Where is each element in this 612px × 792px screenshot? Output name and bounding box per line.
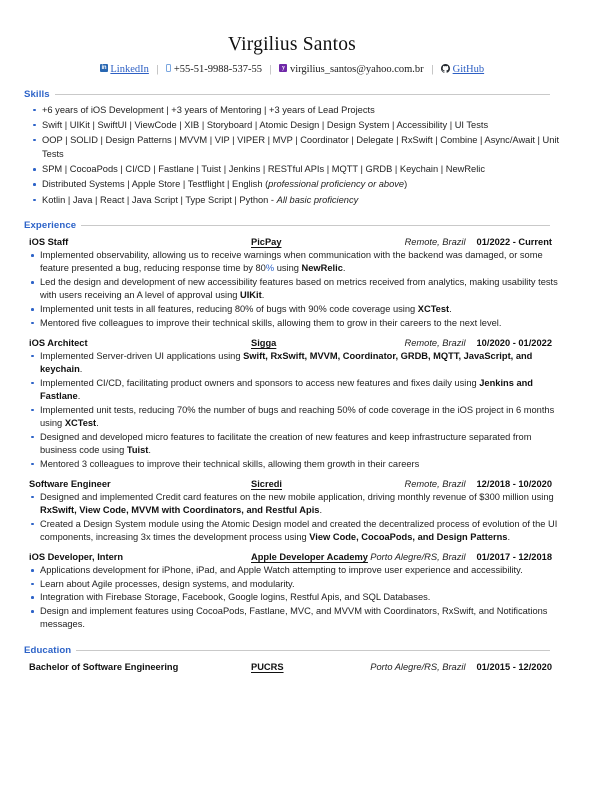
entry-bullet: Learn about Agile processes, design systems, and modularity. <box>24 578 560 591</box>
section-rule <box>55 94 550 95</box>
entry-bullet: Designed and developed micro features to facilitate the creation of new features and keep infrastructure separated from business code using Tuist. <box>24 431 560 457</box>
email-label: virgilius_santos@yahoo.com.br <box>289 63 424 75</box>
contact-email <box>279 64 423 76</box>
skill-item: Swift | UIKit | SwiftUI | ViewCode | XIB | Storyboard | Atomic Design | Design System | Accessibility | UI Tests <box>24 118 560 133</box>
contact-separator-2: | <box>269 63 272 76</box>
contact-separator-1: | <box>156 63 159 76</box>
entry-location: Remote, Brazil <box>404 237 466 248</box>
section-skills-title: Skills <box>24 88 50 100</box>
entry-company-link[interactable]: Sicredi <box>251 478 283 489</box>
experience-entry <box>24 237 560 330</box>
section-education-title: Education <box>24 644 72 656</box>
entry-location: Porto Alegre/RS, Brazil <box>370 552 466 563</box>
entry-company-link[interactable]: Sigga <box>251 337 277 348</box>
contact-linkedin[interactable] <box>100 64 149 76</box>
section-experience-title: Experience <box>24 220 77 232</box>
entry-header-row <box>24 237 560 247</box>
entry-company-link[interactable]: Apple Developer Academy <box>251 552 368 563</box>
entry-bullet: Mentored 3 colleagues to improve their technical skills, allowing them growth in their careers <box>24 458 560 471</box>
entry-job-title: Software Engineer <box>29 478 111 489</box>
contact-line <box>24 63 560 75</box>
entry-job-title: iOS Staff <box>29 237 69 248</box>
entry-job-title: iOS Developer, Intern <box>29 552 124 563</box>
entry-location: Remote, Brazil <box>404 337 466 348</box>
entry-header-row <box>24 662 560 672</box>
experience-entry <box>24 479 560 544</box>
entry-bullet: Mentored five colleagues to improve their technical skills, allowing them to grow in their careers to the next level. <box>24 317 560 330</box>
entry-header-row <box>24 479 560 489</box>
entry-bullet: Design and implement features using CocoaPods, Fastlane, MVC, and MVVM with Coordinators, RxSwift, and Notifications messages. <box>24 605 560 631</box>
entry-job-title: Bachelor of Software Engineering <box>29 661 179 672</box>
phone-label: +55-51-9988-537-55 <box>173 63 262 75</box>
contact-phone <box>166 64 262 76</box>
section-rule <box>76 650 550 651</box>
entry-bullet-list <box>24 350 560 471</box>
entry-bullet: Implemented unit tests in all features, reducing 80% of bugs with 90% code coverage using XCTest. <box>24 303 560 316</box>
skills-list <box>24 103 560 208</box>
education-entries <box>24 662 560 672</box>
skill-item: SPM | CocoaPods | CI/CD | Fastlane | Tuist | Jenkins | RESTful APIs | MQTT | GRDB | Keychain | NewRelic <box>24 162 560 177</box>
entry-bullet: Implemented unit tests, reducing 70% the number of bugs and reaching 50% of code coverage in the iOS project in 6 months using XCTest. <box>24 404 560 430</box>
candidate-name: Virgilius Santos <box>228 34 356 55</box>
section-education <box>24 645 560 672</box>
skill-item: +6 years of iOS Development | +3 years of Mentoring | +3 years of Lead Projects <box>24 103 560 118</box>
experience-entry <box>24 552 560 632</box>
entry-dates: 01/2017 - 12/2018 <box>476 552 552 563</box>
entry-bullet: Applications development for iPhone, iPad, and Apple Watch attempting to improve user experience and accessibility. <box>24 564 560 577</box>
experience-entries <box>24 237 560 631</box>
section-experience <box>24 220 560 631</box>
skill-item: OOP | SOLID | Design Patterns | MVVM | VIP | VIPER | MVP | Coordinator | Delegate | RxSwift | Combine | Async/Await | Unit Tests <box>24 133 560 162</box>
mail-icon: y <box>279 64 287 72</box>
linkedin-icon: in <box>101 65 107 72</box>
entry-bullet-list <box>24 249 560 330</box>
section-rule <box>81 225 550 226</box>
skill-item: Distributed Systems | Apple Store | Testflight | English (professional proficiency or above) <box>24 177 560 192</box>
section-skills-header <box>24 89 560 100</box>
entry-dates: 01/2015 - 12/2020 <box>476 661 552 672</box>
entry-bullet-list <box>24 491 560 544</box>
entry-bullet: Created a Design System module using the Atomic Design model and created the decentralized process of evolution of the UI components, increasing 3x times the development process using View Code, CocoaPods, and Design Patterns. <box>24 518 560 544</box>
linkedin-label[interactable]: LinkedIn <box>110 63 149 75</box>
entry-header-row <box>24 338 560 348</box>
entry-location: Porto Alegre/RS, Brazil <box>370 661 466 672</box>
entry-bullet: Designed and implemented Credit card features on the new mobile application, driving monthly revenue of $300 million using RxSwift, View Code, MVVM with Coordinators, and Restful Apis. <box>24 491 560 517</box>
entry-bullet: Integration with Firebase Storage, Facebook, Google logins, Restful Apis, and SQL Databases. <box>24 591 560 604</box>
entry-dates: 10/2020 - 01/2022 <box>476 337 552 348</box>
resume-header <box>24 34 560 76</box>
contact-separator-3: | <box>431 63 434 76</box>
github-icon <box>441 64 450 73</box>
entry-bullet-list <box>24 564 560 632</box>
entry-company-link[interactable]: PicPay <box>251 237 282 248</box>
entry-bullet: Implemented Server-driven UI applications using Swift, RxSwift, MVVM, Coordinator, GRDB, MQTT, JavaScript, and keychain. <box>24 350 560 376</box>
skill-item: Kotlin | Java | React | Java Script | Type Script | Python - All basic proficiency <box>24 193 560 208</box>
experience-entry <box>24 338 560 471</box>
contact-github[interactable] <box>441 64 484 76</box>
entry-company-link[interactable]: PUCRS <box>251 661 284 672</box>
section-education-header <box>24 645 560 656</box>
entry-header-row <box>24 552 560 562</box>
github-label[interactable]: GitHub <box>452 63 485 75</box>
phone-icon <box>166 64 171 72</box>
entry-job-title: iOS Architect <box>29 337 88 348</box>
entry-dates: 01/2022 - Current <box>476 237 552 248</box>
section-skills <box>24 89 560 208</box>
entry-bullet: Implemented observability, allowing us to receive warnings when communication with the backend was damaged, or some feature presented a bug, reducing response time by 80% using NewRelic. <box>24 249 560 275</box>
entry-location: Remote, Brazil <box>404 478 466 489</box>
entry-bullet: Implemented CI/CD, facilitating product owners and sponsors to access new features and fixes daily using Jenkins and Fastlane. <box>24 377 560 403</box>
entry-bullet: Led the design and development of new accessibility features based on metrics received from analytics, making usability tests with users receiving an A level of approval using UIKit. <box>24 276 560 302</box>
section-experience-header <box>24 220 560 231</box>
entry-dates: 12/2018 - 10/2020 <box>476 478 552 489</box>
experience-entry <box>24 662 560 672</box>
